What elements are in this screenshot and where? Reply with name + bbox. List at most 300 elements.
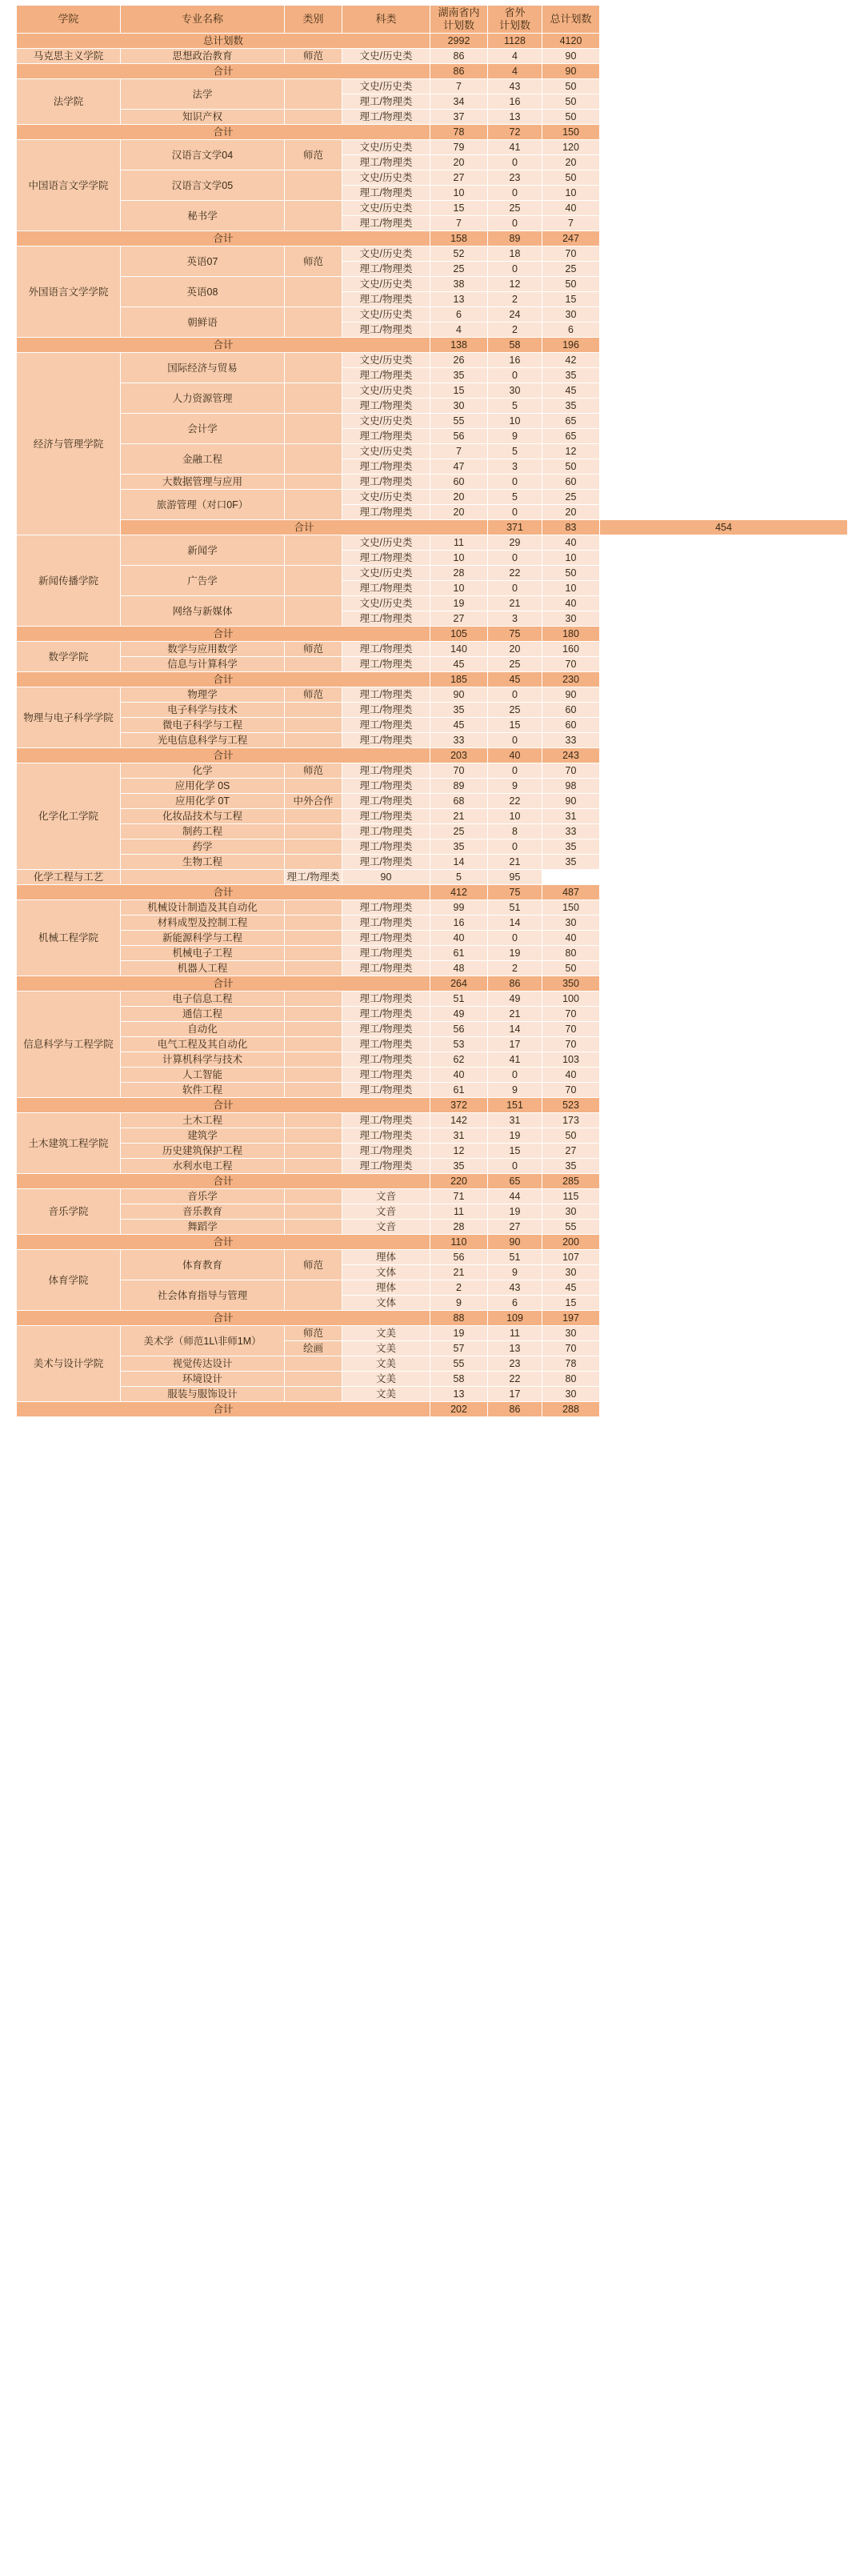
- total-plan-cell: 35: [542, 399, 600, 414]
- subtotal-row: [17, 1402, 848, 1417]
- total-plan-cell: 35: [542, 1159, 600, 1174]
- table-row: [17, 490, 848, 505]
- province-plan-cell: 35: [430, 1159, 488, 1174]
- header-outside-plan: [488, 6, 542, 34]
- total-plan-cell: 50: [542, 566, 600, 581]
- province-plan-cell: 6: [430, 307, 488, 323]
- total-plan-cell: 10: [542, 581, 600, 596]
- province-plan-cell: 45: [430, 657, 488, 672]
- subject-cell: 理工/物理类: [342, 292, 430, 307]
- province-plan-cell: 7: [430, 216, 488, 231]
- subject-cell: 理工/物理类: [342, 1052, 430, 1068]
- total-plan-cell: 78: [542, 1356, 600, 1372]
- total-plan-cell: 60: [542, 718, 600, 733]
- subject-cell: 理工/物理类: [342, 1022, 430, 1037]
- total-plan-cell: 50: [542, 277, 600, 292]
- outside-plan-cell: 14: [488, 915, 542, 931]
- subtotal-province: 202: [430, 1402, 488, 1417]
- outside-plan-cell: 19: [488, 1204, 542, 1220]
- major-cell: 音乐教育: [121, 1204, 285, 1220]
- major-cell: 美术学（师范1L\非师1M）: [121, 1326, 285, 1356]
- school-cell: 信息科学与工程学院: [17, 992, 121, 1098]
- province-plan-cell: 13: [430, 292, 488, 307]
- subject-cell: 理工/物理类: [342, 581, 430, 596]
- outside-plan-cell: 16: [488, 353, 542, 368]
- category-cell-empty: [285, 946, 342, 961]
- subtotal-row: [17, 748, 848, 763]
- subject-cell: 理工/物理类: [342, 94, 430, 110]
- header-total-plan: 总计划数: [542, 6, 600, 34]
- total-plan-cell: 40: [542, 931, 600, 946]
- subtotal-total: 487: [542, 885, 600, 900]
- category-cell-empty: [121, 870, 285, 885]
- outside-plan-cell: 19: [488, 946, 542, 961]
- subtotal-province: 220: [430, 1174, 488, 1189]
- outside-plan-cell: 23: [488, 1356, 542, 1372]
- major-cell: 化学工程与工艺: [17, 870, 121, 885]
- school-cell: 中国语言文学学院: [17, 140, 121, 231]
- total-plan-cell: 30: [542, 307, 600, 323]
- table-row: [17, 110, 848, 125]
- total-plan-cell: 45: [542, 1280, 600, 1296]
- subtotal-total: 150: [542, 125, 600, 140]
- major-cell: 新闻学: [121, 535, 285, 566]
- major-cell: 自动化: [121, 1022, 285, 1037]
- outside-plan-cell: 0: [488, 839, 542, 855]
- province-plan-cell: 37: [430, 110, 488, 125]
- table-row: [17, 992, 848, 1007]
- subject-cell: 理工/物理类: [342, 323, 430, 338]
- outside-plan-cell: 9: [488, 429, 542, 444]
- category-cell-empty: [285, 110, 342, 125]
- subtotal-total: 350: [542, 976, 600, 992]
- outside-plan-cell: 49: [488, 992, 542, 1007]
- table-row: [17, 931, 848, 946]
- subject-cell: 理工/物理类: [342, 216, 430, 231]
- total-plan-cell: 107: [542, 1250, 600, 1265]
- subtotal-province: 185: [430, 672, 488, 687]
- outside-plan-cell: 2: [488, 292, 542, 307]
- subtotal-province: 78: [430, 125, 488, 140]
- province-plan-cell: 89: [430, 779, 488, 794]
- total-plan-cell: 90: [542, 49, 600, 64]
- outside-plan-cell: 0: [488, 368, 542, 383]
- total-plan-cell: 35: [542, 839, 600, 855]
- category-cell-empty: [285, 1068, 342, 1083]
- table-row: [17, 824, 848, 839]
- total-plan-cell: 42: [542, 353, 600, 368]
- province-plan-cell: 20: [430, 490, 488, 505]
- outside-plan-cell: 27: [488, 1220, 542, 1235]
- table-row: [17, 1326, 848, 1341]
- category-cell-empty: [285, 1372, 342, 1387]
- table-row: [17, 1204, 848, 1220]
- table-row: [17, 277, 848, 292]
- school-cell: 经济与管理学院: [17, 353, 121, 535]
- province-plan-cell: 35: [430, 703, 488, 718]
- category-cell-empty: [285, 1189, 342, 1204]
- subject-cell: 理体: [342, 1250, 430, 1265]
- school-cell: 数学学院: [17, 642, 121, 672]
- table-row: [17, 1250, 848, 1265]
- category-cell-empty: [285, 703, 342, 718]
- province-plan-cell: 58: [430, 1372, 488, 1387]
- outside-plan-cell: 5: [488, 399, 542, 414]
- category-cell-empty: [285, 824, 342, 839]
- province-plan-cell: 9: [430, 1296, 488, 1311]
- subject-cell: 文史/历史类: [342, 383, 430, 399]
- table-row: [17, 1052, 848, 1068]
- outside-plan-cell: 30: [488, 383, 542, 399]
- table-row: [17, 1144, 848, 1159]
- category-cell: 绘画: [285, 1341, 342, 1356]
- province-plan-cell: 62: [430, 1052, 488, 1068]
- province-plan-cell: 51: [430, 992, 488, 1007]
- total-plan-cell: 80: [542, 946, 600, 961]
- category-cell: 师范: [285, 140, 342, 170]
- outside-plan-cell: 24: [488, 307, 542, 323]
- outside-plan-cell: 0: [488, 763, 542, 779]
- category-cell-empty: [285, 718, 342, 733]
- table-row: [17, 855, 848, 870]
- major-cell: 汉语言文学04: [121, 140, 285, 170]
- province-plan-cell: 26: [430, 353, 488, 368]
- header-category: 类别: [285, 6, 342, 34]
- category-cell: 师范: [285, 49, 342, 64]
- major-cell: 英语07: [121, 246, 285, 277]
- total-plan-cell: 98: [542, 779, 600, 794]
- subtotal-province: 86: [430, 64, 488, 79]
- subject-cell: 理工/物理类: [285, 870, 342, 885]
- subject-cell: 理工/物理类: [342, 186, 430, 201]
- grand-total-row: [17, 34, 848, 49]
- subject-cell: 理工/物理类: [342, 915, 430, 931]
- category-cell: 师范: [285, 1250, 342, 1280]
- category-cell-empty: [285, 353, 342, 383]
- major-cell: 舞蹈学: [121, 1220, 285, 1235]
- header-subject: 科类: [342, 6, 430, 34]
- province-plan-cell: 13: [430, 1387, 488, 1402]
- major-cell: 计算机科学与技术: [121, 1052, 285, 1068]
- category-cell-empty: [285, 1356, 342, 1372]
- province-plan-cell: 27: [430, 170, 488, 186]
- table-row: [17, 1356, 848, 1372]
- outside-plan-cell: 21: [488, 596, 542, 611]
- header-outside-plan-line2: 计划数: [498, 19, 530, 31]
- outside-plan-cell: 21: [488, 855, 542, 870]
- major-cell: 机器人工程: [121, 961, 285, 976]
- major-cell: 环境设计: [121, 1372, 285, 1387]
- category-cell-empty: [285, 855, 342, 870]
- total-plan-cell: 30: [542, 915, 600, 931]
- subtotal-label: 合计: [17, 1098, 430, 1113]
- subtotal-row: [17, 1311, 848, 1326]
- total-plan-cell: 160: [542, 642, 600, 657]
- major-cell: 英语08: [121, 277, 285, 307]
- table-row: [17, 566, 848, 581]
- subject-cell: 文史/历史类: [342, 140, 430, 155]
- subtotal-total: 285: [542, 1174, 600, 1189]
- outside-plan-cell: 0: [488, 475, 542, 490]
- subtotal-outside: 151: [488, 1098, 542, 1113]
- outside-plan-cell: 9: [488, 1265, 542, 1280]
- outside-plan-cell: 0: [488, 1159, 542, 1174]
- outside-plan-cell: 22: [488, 794, 542, 809]
- header-major: 专业名称: [121, 6, 285, 34]
- subtotal-label: 合计: [17, 672, 430, 687]
- school-cell: 马克思主义学院: [17, 49, 121, 64]
- subject-cell: 理工/物理类: [342, 368, 430, 383]
- total-plan-cell: 173: [542, 1113, 600, 1128]
- table-row: [17, 718, 848, 733]
- subtotal-province: 264: [430, 976, 488, 992]
- subject-cell: 文史/历史类: [342, 49, 430, 64]
- subtotal-province: 105: [430, 627, 488, 642]
- outside-plan-cell: 6: [488, 1296, 542, 1311]
- school-cell: 美术与设计学院: [17, 1326, 121, 1402]
- total-plan-cell: 10: [542, 186, 600, 201]
- province-plan-cell: 33: [430, 733, 488, 748]
- enrollment-plan-sheet: [0, 5, 864, 1417]
- total-plan-cell: 20: [542, 155, 600, 170]
- outside-plan-cell: 0: [488, 551, 542, 566]
- total-plan-cell: 70: [542, 246, 600, 262]
- subject-cell: 文美: [342, 1326, 430, 1341]
- table-row: [17, 733, 848, 748]
- subject-cell: 文史/历史类: [342, 353, 430, 368]
- total-plan-cell: 60: [542, 703, 600, 718]
- subject-cell: 文史/历史类: [342, 246, 430, 262]
- category-cell: 师范: [285, 246, 342, 277]
- subject-cell: 理工/物理类: [342, 733, 430, 748]
- grand-total-total: 4120: [542, 34, 600, 49]
- header-province-plan-line2: 计划数: [442, 19, 474, 31]
- total-plan-cell: 50: [542, 110, 600, 125]
- major-cell: 体育教育: [121, 1250, 285, 1280]
- category-cell-empty: [285, 931, 342, 946]
- province-plan-cell: 31: [430, 1128, 488, 1144]
- province-plan-cell: 10: [430, 581, 488, 596]
- school-cell: 音乐学院: [17, 1189, 121, 1235]
- subject-cell: 文体: [342, 1265, 430, 1280]
- outside-plan-cell: 19: [488, 1128, 542, 1144]
- major-cell: 通信工程: [121, 1007, 285, 1022]
- outside-plan-cell: 13: [488, 110, 542, 125]
- subject-cell: 文史/历史类: [342, 444, 430, 459]
- category-cell-empty: [285, 307, 342, 338]
- major-cell: 广告学: [121, 566, 285, 596]
- total-plan-cell: 20: [542, 505, 600, 520]
- province-plan-cell: 55: [430, 414, 488, 429]
- province-plan-cell: 28: [430, 566, 488, 581]
- total-plan-cell: 50: [542, 94, 600, 110]
- subject-cell: 理工/物理类: [342, 262, 430, 277]
- major-cell: 音乐学: [121, 1189, 285, 1204]
- major-cell: 新能源科学与工程: [121, 931, 285, 946]
- subtotal-outside: 75: [488, 885, 542, 900]
- subtotal-province: 412: [430, 885, 488, 900]
- enrollment-plan-table: [16, 5, 848, 1417]
- total-plan-cell: 50: [542, 170, 600, 186]
- category-cell: 师范: [285, 687, 342, 703]
- category-cell: 师范: [285, 763, 342, 779]
- total-plan-cell: 30: [542, 611, 600, 627]
- category-cell-empty: [285, 900, 342, 915]
- category-cell-empty: [285, 1144, 342, 1159]
- province-plan-cell: 20: [430, 505, 488, 520]
- subtotal-row: [17, 338, 848, 353]
- subtotal-row: [17, 672, 848, 687]
- table-row: [17, 535, 848, 551]
- school-cell: 机械工程学院: [17, 900, 121, 976]
- subject-cell: 理工/物理类: [342, 110, 430, 125]
- province-plan-cell: 60: [430, 475, 488, 490]
- province-plan-cell: 70: [430, 763, 488, 779]
- subtotal-total: 200: [542, 1235, 600, 1250]
- province-plan-cell: 47: [430, 459, 488, 475]
- outside-plan-cell: 8: [488, 824, 542, 839]
- subject-cell: 文美: [342, 1372, 430, 1387]
- subject-cell: 文史/历史类: [342, 201, 430, 216]
- subject-cell: 文史/历史类: [342, 79, 430, 94]
- subject-cell: 文音: [342, 1189, 430, 1204]
- subtotal-outside: 83: [542, 520, 600, 535]
- category-cell-empty: [285, 566, 342, 596]
- total-plan-cell: 70: [542, 1007, 600, 1022]
- subtotal-province: 138: [430, 338, 488, 353]
- category-cell-empty: [285, 201, 342, 231]
- outside-plan-cell: 9: [488, 1083, 542, 1098]
- subject-cell: 理体: [342, 1280, 430, 1296]
- outside-plan-cell: 0: [488, 733, 542, 748]
- total-plan-cell: 55: [542, 1220, 600, 1235]
- subject-cell: 理工/物理类: [342, 855, 430, 870]
- table-row: [17, 1022, 848, 1037]
- total-plan-cell: 50: [542, 459, 600, 475]
- table-row: [17, 900, 848, 915]
- province-plan-cell: 90: [430, 687, 488, 703]
- table-row: [17, 794, 848, 809]
- subject-cell: 理工/物理类: [342, 931, 430, 946]
- subject-cell: 理工/物理类: [342, 1113, 430, 1128]
- outside-plan-cell: 43: [488, 79, 542, 94]
- province-plan-cell: 27: [430, 611, 488, 627]
- subtotal-label: 合计: [17, 1402, 430, 1417]
- total-plan-cell: 33: [542, 824, 600, 839]
- school-cell: 土木建筑工程学院: [17, 1113, 121, 1174]
- total-plan-cell: 70: [542, 1022, 600, 1037]
- major-cell: 生物工程: [121, 855, 285, 870]
- province-plan-cell: 38: [430, 277, 488, 292]
- major-cell: 微电子科学与工程: [121, 718, 285, 733]
- province-plan-cell: 61: [430, 946, 488, 961]
- subtotal-total: 180: [542, 627, 600, 642]
- outside-plan-cell: 3: [488, 459, 542, 475]
- total-plan-cell: 70: [542, 763, 600, 779]
- table-row: [17, 1387, 848, 1402]
- school-cell: 法学院: [17, 79, 121, 125]
- major-cell: 土木工程: [121, 1113, 285, 1128]
- outside-plan-cell: 4: [488, 49, 542, 64]
- table-row: [17, 642, 848, 657]
- major-cell: 人工智能: [121, 1068, 285, 1083]
- total-plan-cell: 70: [542, 1037, 600, 1052]
- subject-cell: 理工/物理类: [342, 642, 430, 657]
- major-cell: 化妆品技术与工程: [121, 809, 285, 824]
- outside-plan-cell: 25: [488, 201, 542, 216]
- subtotal-label: 合计: [17, 627, 430, 642]
- table-row: [17, 1189, 848, 1204]
- province-plan-cell: 11: [430, 1204, 488, 1220]
- outside-plan-cell: 12: [488, 277, 542, 292]
- school-cell: 化学化工学院: [17, 763, 121, 870]
- province-plan-cell: 10: [430, 551, 488, 566]
- province-plan-cell: 68: [430, 794, 488, 809]
- subtotal-label: 合计: [17, 1174, 430, 1189]
- subject-cell: 理工/物理类: [342, 429, 430, 444]
- grand-total-outside: 1128: [488, 34, 542, 49]
- total-plan-cell: 95: [488, 870, 542, 885]
- subject-cell: 理工/物理类: [342, 809, 430, 824]
- category-cell-empty: [285, 535, 342, 566]
- subtotal-row: [17, 64, 848, 79]
- total-plan-cell: 6: [542, 323, 600, 338]
- category-cell: 中外合作: [285, 794, 342, 809]
- subject-cell: 理工/物理类: [342, 763, 430, 779]
- outside-plan-cell: 0: [488, 186, 542, 201]
- table-row: [17, 946, 848, 961]
- school-cell: 物理与电子科学学院: [17, 687, 121, 748]
- total-plan-cell: 90: [542, 794, 600, 809]
- subject-cell: 文史/历史类: [342, 490, 430, 505]
- total-plan-cell: 50: [542, 961, 600, 976]
- major-cell: 电子信息工程: [121, 992, 285, 1007]
- subject-cell: 理工/物理类: [342, 992, 430, 1007]
- province-plan-cell: 40: [430, 1068, 488, 1083]
- table-row: [17, 779, 848, 794]
- category-cell-empty: [285, 1083, 342, 1098]
- total-plan-cell: 40: [542, 596, 600, 611]
- outside-plan-cell: 41: [488, 1052, 542, 1068]
- subtotal-label: 合计: [17, 1311, 430, 1326]
- major-cell: 会计学: [121, 414, 285, 444]
- category-cell-empty: [285, 657, 342, 672]
- total-plan-cell: 30: [542, 1265, 600, 1280]
- subject-cell: 理工/物理类: [342, 794, 430, 809]
- outside-plan-cell: 21: [488, 1007, 542, 1022]
- subject-cell: 理工/物理类: [342, 1144, 430, 1159]
- category-cell-empty: [285, 1113, 342, 1128]
- subtotal-total: 196: [542, 338, 600, 353]
- category-cell-empty: [285, 961, 342, 976]
- subject-cell: 文美: [342, 1387, 430, 1402]
- table-row: [17, 49, 848, 64]
- total-plan-cell: 70: [542, 1083, 600, 1098]
- province-plan-cell: 48: [430, 961, 488, 976]
- subject-cell: 文史/历史类: [342, 307, 430, 323]
- header-province-plan: [430, 6, 488, 34]
- category-cell: 师范: [285, 1326, 342, 1341]
- subject-cell: 理工/物理类: [342, 551, 430, 566]
- province-plan-cell: 90: [342, 870, 430, 885]
- subtotal-row: [17, 885, 848, 900]
- major-cell: 国际经济与贸易: [121, 353, 285, 383]
- province-plan-cell: 53: [430, 1037, 488, 1052]
- subject-cell: 理工/物理类: [342, 946, 430, 961]
- province-plan-cell: 34: [430, 94, 488, 110]
- outside-plan-cell: 15: [488, 718, 542, 733]
- table-row: [17, 703, 848, 718]
